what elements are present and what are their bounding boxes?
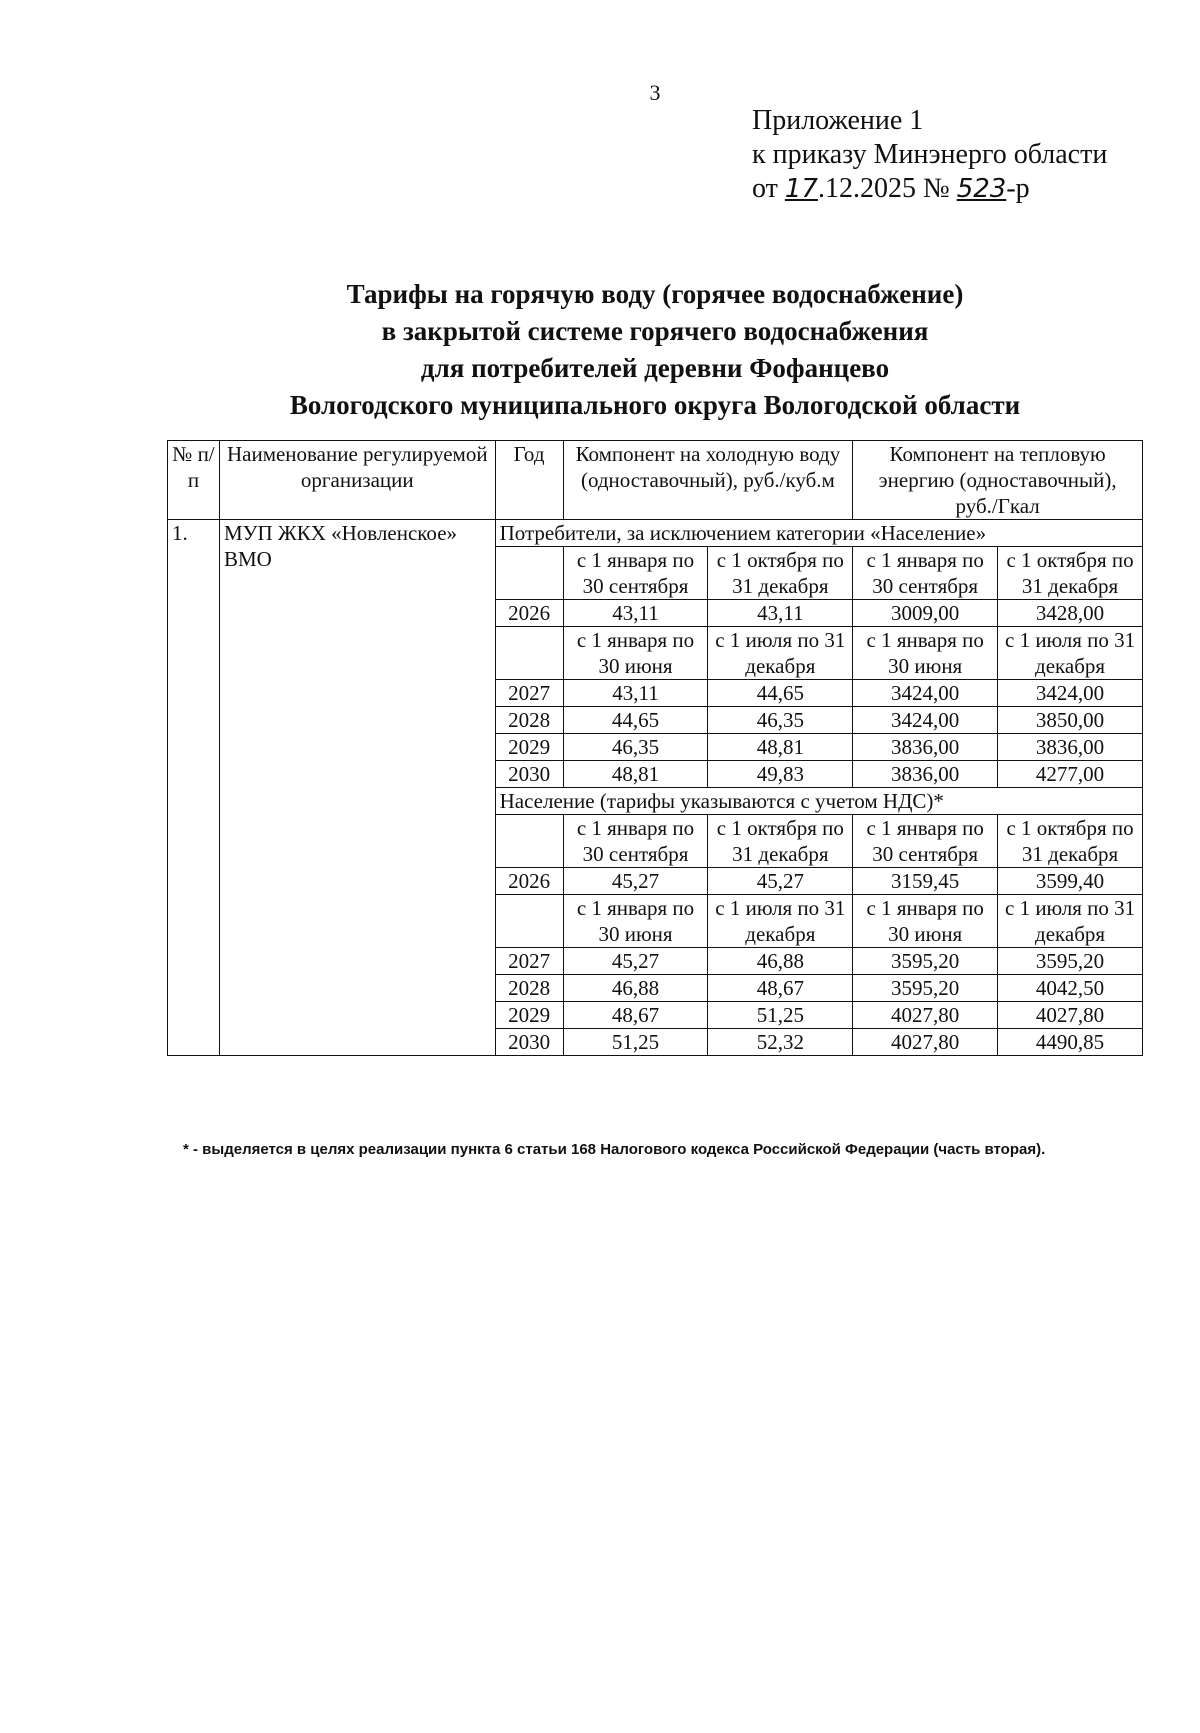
header-row: [168, 441, 1143, 520]
value-cell: 4490,85: [998, 1029, 1143, 1056]
value-cell: 43,11: [563, 600, 708, 627]
value-cell: 52,32: [708, 1029, 853, 1056]
value-cell: 3599,40: [998, 868, 1143, 895]
value-cell: 3424,00: [853, 707, 998, 734]
group-label-row: [168, 520, 1143, 547]
handwritten-order-number: 523: [956, 174, 1007, 204]
document-title: [0, 276, 1200, 424]
header-org: Наименование регулируемой организации: [219, 441, 495, 520]
value-cell: 3836,00: [998, 734, 1143, 761]
period-cell: с 1 января по 30 июня: [853, 895, 998, 948]
header-year: Год: [495, 441, 563, 520]
value-cell: 48,81: [708, 734, 853, 761]
period-cell: с 1 января по 30 сентября: [853, 815, 998, 868]
year-cell: 2030: [495, 761, 563, 788]
value-cell: 3424,00: [853, 680, 998, 707]
date-prefix: от: [752, 173, 778, 204]
value-cell: 45,27: [708, 868, 853, 895]
tariffs-table: [167, 440, 1143, 1056]
value-cell: 3850,00: [998, 707, 1143, 734]
year-cell-empty: [495, 895, 563, 948]
value-cell: 44,65: [563, 707, 708, 734]
value-cell: 4042,50: [998, 975, 1143, 1002]
value-cell: 3595,20: [998, 948, 1143, 975]
year-cell: 2026: [495, 868, 563, 895]
year-cell: 2029: [495, 1002, 563, 1029]
value-cell: 4027,80: [853, 1002, 998, 1029]
year-cell: 2027: [495, 948, 563, 975]
value-cell: 51,25: [563, 1029, 708, 1056]
period-cell: с 1 октября по 31 декабря: [708, 815, 853, 868]
value-cell: 43,11: [563, 680, 708, 707]
appendix-title: Приложение 1: [752, 105, 924, 136]
date-rest: .12.2025 №: [817, 173, 950, 204]
handwritten-day: 17: [784, 174, 818, 204]
period-cell: с 1 июля по 31 декабря: [708, 627, 853, 680]
period-cell: с 1 января по 30 сентября: [563, 815, 708, 868]
value-cell: 3836,00: [853, 761, 998, 788]
period-cell: с 1 июля по 31 декабря: [708, 895, 853, 948]
page-number: 3: [649, 80, 661, 105]
period-cell: с 1 октября по 31 декабря: [998, 547, 1143, 600]
value-cell: 48,81: [563, 761, 708, 788]
appendix-date-line: [752, 172, 1107, 206]
year-cell-empty: [495, 627, 563, 680]
title-line: в закрытой системе горячего водоснабжения: [381, 316, 929, 346]
title-line: Тарифы на горячую воду (горячее водоснабжение): [346, 279, 964, 309]
value-cell: 43,11: [708, 600, 853, 627]
value-cell: 3836,00: [853, 734, 998, 761]
group-label: Потребители, за исключением категории «Население»: [495, 520, 1142, 547]
value-cell: 3424,00: [998, 680, 1143, 707]
value-cell: 48,67: [708, 975, 853, 1002]
value-cell: 46,88: [563, 975, 708, 1002]
value-cell: 45,27: [563, 868, 708, 895]
period-cell: с 1 июля по 31 декабря: [998, 895, 1143, 948]
appendix-order-ref: к приказу Минэнерго области: [752, 139, 1108, 170]
year-cell: 2027: [495, 680, 563, 707]
year-cell: 2028: [495, 975, 563, 1002]
year-cell: 2028: [495, 707, 563, 734]
value-cell: 3595,20: [853, 975, 998, 1002]
year-cell: 2030: [495, 1029, 563, 1056]
value-cell: 49,83: [708, 761, 853, 788]
period-cell: с 1 января по 30 июня: [853, 627, 998, 680]
value-cell: 4277,00: [998, 761, 1143, 788]
appendix-block: [752, 104, 1107, 206]
value-cell: 46,35: [563, 734, 708, 761]
value-cell: 45,27: [563, 948, 708, 975]
year-cell: 2029: [495, 734, 563, 761]
period-cell: с 1 января по 30 сентября: [563, 547, 708, 600]
footnote: * - выделяется в целях реализации пункта 6 статьи 168 Налогового кодекса Российской Федерации (часть вторая).: [183, 1141, 1046, 1158]
value-cell: 3159,45: [853, 868, 998, 895]
value-cell: 51,25: [708, 1002, 853, 1029]
value-cell: 3595,20: [853, 948, 998, 975]
period-cell: с 1 июля по 31 декабря: [998, 627, 1143, 680]
year-cell-empty: [495, 547, 563, 600]
period-cell: с 1 октября по 31 декабря: [708, 547, 853, 600]
group-label: Население (тарифы указываются с учетом НДС)*: [495, 788, 1142, 815]
value-cell: 4027,80: [853, 1029, 998, 1056]
value-cell: 4027,80: [998, 1002, 1143, 1029]
header-heat-energy: Компонент на тепловую энергию (одноставочный), руб./Гкал: [853, 441, 1143, 520]
period-cell: с 1 октября по 31 декабря: [998, 815, 1143, 868]
header-num: № п/п: [168, 441, 220, 520]
value-cell: 46,88: [708, 948, 853, 975]
year-cell-empty: [495, 815, 563, 868]
order-suffix: -р: [1006, 173, 1030, 204]
value-cell: 46,35: [708, 707, 853, 734]
period-cell: с 1 января по 30 сентября: [853, 547, 998, 600]
value-cell: 48,67: [563, 1002, 708, 1029]
period-cell: с 1 января по 30 июня: [563, 627, 708, 680]
value-cell: 3428,00: [998, 600, 1143, 627]
title-line: для потребителей деревни Фофанцево: [420, 353, 890, 383]
value-cell: 44,65: [708, 680, 853, 707]
value-cell: 3009,00: [853, 600, 998, 627]
year-cell: 2026: [495, 600, 563, 627]
header-cold-water: Компонент на холодную воду (одноставочный), руб./куб.м: [563, 441, 853, 520]
organization-name: МУП ЖКХ «Новленское» ВМО: [219, 520, 495, 1056]
title-line: Вологодского муниципального округа Вологодской области: [289, 390, 1021, 420]
row-number: 1.: [168, 520, 220, 1056]
period-cell: с 1 января по 30 июня: [563, 895, 708, 948]
